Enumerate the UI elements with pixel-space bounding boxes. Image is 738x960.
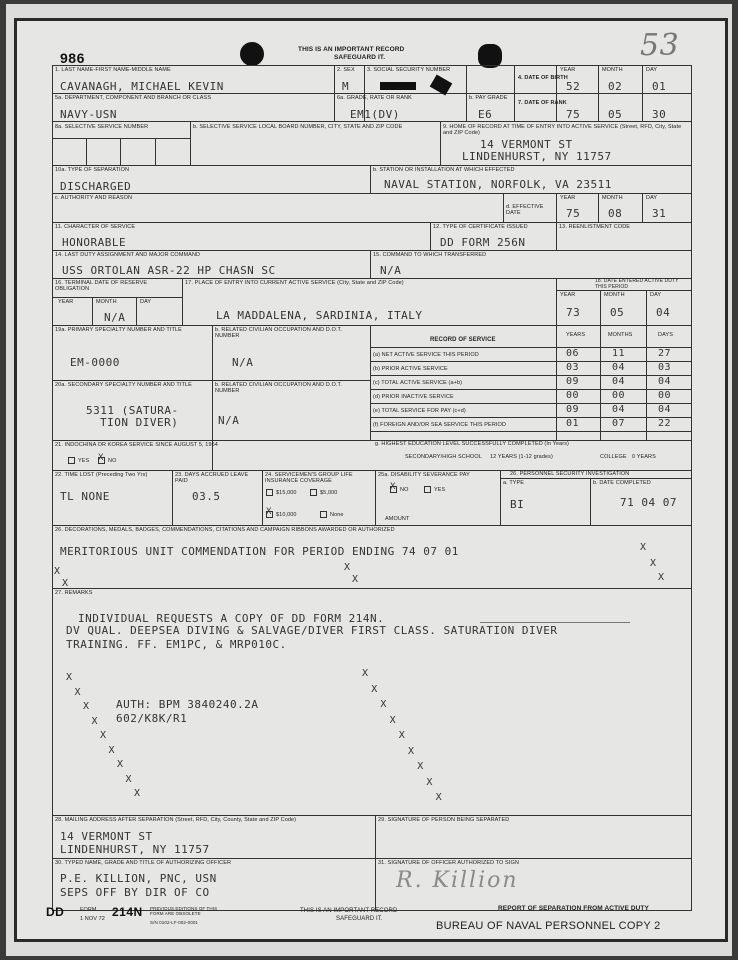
secondary-specialty-line1: 5311 (SATURA-: [86, 404, 179, 417]
eff-month: 08: [608, 207, 623, 220]
eff-month-label: MONTH: [602, 195, 623, 201]
secondary-specialty-line2: TION DIVER): [100, 416, 179, 429]
record-row-years: 00: [566, 390, 580, 401]
ssn-redaction: [380, 82, 416, 90]
home-line1: 14 VERMONT ST: [480, 138, 573, 151]
place-entry-value: LA MADDALENA, SARDINIA, ITALY: [216, 309, 423, 322]
x-mark: X: [426, 776, 433, 788]
record-row-divider: [370, 403, 692, 404]
x-mark: X: [371, 683, 378, 695]
footer-bureau: BUREAU OF NAVAL PERSONNEL COPY 2: [436, 920, 661, 932]
department-label: 5a. DEPARTMENT, COMPONENT AND BRANCH OR CLASS: [55, 95, 212, 101]
x-mark: X: [362, 668, 369, 679]
entered-day-label: DAY: [650, 292, 662, 298]
name-value: CAVANAGH, MICHAEL KEVIN: [60, 80, 224, 93]
dob-year: 52: [566, 80, 581, 93]
x-mark: X: [435, 792, 442, 803]
record-months-label: MONTHS: [608, 332, 633, 338]
record-row-label: (c) TOTAL ACTIVE SERVICE (a+b): [373, 380, 463, 386]
rate-label: 6a. GRADE, RATE OR RANK: [337, 95, 412, 101]
dob-month-label: MONTH: [602, 67, 623, 73]
footer-form-label: FORM: [80, 907, 97, 913]
related-civ2-label: b. RELATED CIVILIAN OCCUPATION AND D.O.T. NUMBER: [215, 382, 342, 394]
x-mark: X: [658, 572, 665, 583]
record-row-days: 00: [658, 390, 672, 401]
x-mark: X: [108, 744, 115, 756]
x-mark: X: [408, 745, 415, 757]
ss-number-label: 8a. SELECTIVE SERVICE NUMBER: [55, 124, 149, 130]
decorations-label: 26. DECORATIONS, MEDALS, BADGES, COMMENDATIONS, CITATIONS AND CAMPAIGN RIBBONS AWARDED OR AUTHORIZED: [55, 527, 395, 533]
date-of-rank-label: 7. DATE OF RANK: [518, 100, 567, 106]
entered-month-label: MONTH: [604, 292, 625, 298]
record-row-divider: [370, 375, 692, 376]
auth-line1: AUTH: BPM 3840240.2A: [116, 698, 259, 711]
sex-value: M: [342, 80, 350, 93]
date-entered-label: 18. DATE ENTERED ACTIVE DUTY THIS PERIOD: [595, 278, 679, 290]
x-mark: X: [83, 701, 90, 712]
name-label: 1. LAST NAME-FIRST NAME-MIDDLE NAME: [55, 67, 171, 73]
home-line2: LINDENHURST, NY 11757: [462, 150, 612, 163]
x-mark: X: [125, 773, 132, 785]
indochina-label: 21. INDOCHINA OR KOREA SERVICE SINCE AUGUST 5, 1964: [55, 442, 218, 448]
station-label: b. STATION OR INSTALLATION AT WHICH EFFECTED: [373, 167, 515, 173]
home-record-label: 9. HOME OF RECORD AT TIME OF ENTRY INTO ACTIVE SERVICE (Street, RFD, City, State and ZIP Code): [443, 124, 682, 136]
eff-day: 31: [652, 207, 667, 220]
place-entry-label: 17. PLACE OF ENTRY INTO CURRENT ACTIVE SERVICE (City, State and ZIP Code): [185, 280, 404, 286]
authority-label: c. AUTHORITY AND REASON: [55, 195, 133, 201]
record-row-label: (f) FOREIGN AND/OR SEA SERVICE THIS PERIOD: [373, 422, 506, 428]
record-row-label: (e) TOTAL SERVICE FOR PAY (c+d): [373, 408, 466, 414]
college-value: 0 YEARS: [632, 454, 656, 460]
remarks-line2: DV QUAL. DEEPSEA DIVING & SALVAGE/DIVER FIRST CLASS. SATURATION DIVER: [66, 624, 558, 637]
remarks-line3: TRAINING. FF. EM1PC, & MRP010C.: [66, 638, 287, 651]
va-no-mark: X: [390, 482, 396, 492]
date-of-rank-month: 05: [608, 108, 623, 121]
paygrade-label: b. PAY GRADE: [469, 95, 508, 101]
record-row-divider: [370, 431, 692, 432]
x-mark: X: [74, 686, 81, 698]
record-row-days: 04: [658, 404, 672, 415]
record-row-days: 27: [658, 348, 672, 359]
sgli-opt2: $5,000: [320, 490, 338, 496]
sgli-box-4[interactable]: [320, 511, 327, 518]
footer-form-date: 1 NOV 72: [80, 916, 105, 922]
form-number-top: 986: [60, 50, 85, 66]
officer-label: 30. TYPED NAME, GRADE AND TITLE OF AUTHORIZING OFFICER: [55, 860, 232, 866]
amount-label: AMOUNT: [385, 516, 410, 522]
record-years-label: YEARS: [566, 332, 586, 338]
reserve-term-value: N/A: [104, 311, 126, 324]
sgli-opt4: None: [330, 512, 344, 518]
transferred-value: N/A: [380, 264, 402, 277]
x-mark: X: [650, 558, 657, 569]
remarks-line1: INDIVIDUAL REQUESTS A COPY OF DD FORM 214N.: [78, 612, 385, 625]
auth-line2: 602/K8K/R1: [116, 712, 188, 725]
indochina-yes: YES: [78, 458, 90, 464]
college-label: COLLEGE: [600, 454, 627, 460]
dob-day: 01: [652, 80, 667, 93]
footer-form-number: 214N: [112, 905, 143, 919]
sgli-label: 24. SERVICEMEN'S GROUP LIFE INSURANCE COVERAGE: [265, 472, 353, 484]
ss-board-label: b. SELECTIVE SERVICE LOCAL BOARD NUMBER, CITY, STATE AND ZIP CODE: [193, 124, 403, 130]
certificate-label: 12. TYPE OF CERTIFICATE ISSUED: [433, 224, 528, 230]
record-row-years: 09: [566, 376, 580, 387]
dob-month: 02: [608, 80, 623, 93]
entered-year: 73: [566, 306, 581, 319]
last-duty-value: USS ORTOLAN ASR-22 HP CHASN SC: [62, 264, 276, 277]
reserve-year-label: YEAR: [58, 299, 74, 305]
x-mark: X: [117, 759, 124, 770]
x-mark: X: [398, 730, 405, 741]
record-row-days: 03: [658, 362, 672, 373]
secondary-school-value: 12 YEARS (1-12 grades): [490, 454, 553, 460]
record-row-label: (a) NET ACTIVE SERVICE THIS PERIOD: [373, 352, 479, 358]
secondary-specialty-label: 20a. SECONDARY SPECIALTY NUMBER AND TITLE: [55, 382, 192, 388]
record-row-months: 04: [612, 404, 626, 415]
last-duty-label: 14. LAST DUTY ASSIGNMENT AND MAJOR COMMAND: [55, 252, 201, 258]
safeguard-top: SAFEGUARD IT.: [334, 54, 386, 61]
record-days-label: DAYS: [658, 332, 673, 338]
x-mark: X: [100, 730, 107, 741]
security-type-label: a. TYPE: [503, 480, 525, 486]
footer-dd: DD: [46, 905, 65, 919]
reserve-term-label: 16. TERMINAL DATE OF RESERVE OBLIGATION: [55, 280, 148, 292]
indochina-no-mark: X: [98, 453, 104, 463]
leave-label: 23. DAYS ACCRUED LEAVE PAID: [175, 472, 249, 484]
va-no: NO: [400, 487, 409, 493]
entered-year-label: YEAR: [560, 292, 576, 298]
sgli-box-1[interactable]: [266, 489, 273, 496]
x-mark: X: [66, 672, 73, 683]
mailing-label: 28. MAILING ADDRESS AFTER SEPARATION (Street, RFD, City, County, State and ZIP Code): [55, 817, 297, 823]
va-yes: YES: [434, 487, 446, 493]
related-civ-label: b. RELATED CIVILIAN OCCUPATION AND D.O.T. NUMBER: [215, 327, 342, 339]
sig-person-label: 29. SIGNATURE OF PERSON BEING SEPARATED: [378, 817, 510, 823]
record-row-days: 04: [658, 376, 672, 387]
va-yes-box[interactable]: [424, 486, 431, 493]
x-mark: X: [54, 566, 61, 577]
record-row-divider: [370, 417, 692, 418]
separation-type: DISCHARGED: [60, 180, 132, 193]
officer-line1: P.E. KILLION, PNC, USN: [60, 872, 217, 885]
officer-signature: R. Killion: [396, 868, 519, 893]
sgli-opt1: $15,000: [276, 490, 297, 496]
dob-label: 4. DATE OF BIRTH: [518, 75, 568, 81]
record-row-years: 01: [566, 418, 580, 429]
security-type-value: BI: [510, 498, 525, 511]
footer-important: THIS IS AN IMPORTANT RECORD: [300, 908, 398, 914]
sgli-opt3: $10,000: [276, 512, 297, 518]
sex-label: 2. SEX: [337, 67, 355, 73]
entered-month: 05: [610, 306, 625, 319]
va-label: 25a. DISABILITY SEVERANCE PAY: [378, 472, 470, 478]
eff-year: 75: [566, 207, 581, 220]
security-label: 26. PERSONNEL SECURITY INVESTIGATION: [510, 471, 630, 477]
reenlistment-label: 13. REENLISTMENT CODE: [559, 224, 631, 230]
punch-hole-left: [240, 42, 264, 66]
rate-value: EM1(DV): [350, 108, 400, 121]
footer-stock: S/N 0102-LF-002-0001: [150, 920, 199, 925]
x-mark: X: [344, 562, 351, 573]
x-mark: X: [91, 715, 98, 727]
dob-day-label: DAY: [646, 67, 658, 73]
remarks-label: 27. REMARKS: [55, 590, 93, 596]
footer-previous-editions: PREVIOUS EDITIONS OF THIS FORM ARE OBSOLETE: [150, 906, 218, 916]
x-mark: X: [389, 714, 396, 726]
time-lost-value: TL NONE: [60, 490, 110, 503]
ssn-label: 3. SOCIAL SECURITY NUMBER: [367, 67, 451, 73]
record-row-years: 06: [566, 348, 580, 359]
date-completed-value: 71 04 07: [620, 496, 677, 509]
x-mark: X: [417, 761, 424, 772]
certificate-value: DD FORM 256N: [440, 236, 526, 249]
date-of-rank-year: 75: [566, 108, 581, 121]
handwritten-number: 53: [640, 28, 680, 63]
footer-report-title: REPORT OF SEPARATION FROM ACTIVE DUTY: [498, 905, 649, 912]
effective-date-label: d. EFFECTIVE DATE: [506, 204, 544, 216]
eff-day-label: DAY: [646, 195, 658, 201]
important-record-top: THIS IS AN IMPORTANT RECORD: [298, 46, 405, 53]
x-mark: X: [134, 788, 141, 799]
mailing-line2: LINDENHURST, NY 11757: [60, 843, 210, 856]
record-row-months: 11: [612, 348, 626, 359]
transferred-label: 15. COMMAND TO WHICH TRANSFERRED: [373, 252, 487, 258]
secondary-school-label: SECONDARY/HIGH SCHOOL: [405, 454, 482, 460]
primary-specialty-value: EM-0000: [70, 356, 120, 369]
x-mark: X: [352, 574, 359, 585]
station-value: NAVAL STATION, NORFOLK, VA 23511: [384, 178, 612, 191]
record-row-months: 04: [612, 376, 626, 387]
record-row-divider: [370, 389, 692, 390]
x-mark: X: [380, 699, 387, 710]
related-civ-value: N/A: [232, 356, 254, 369]
sgli-box-2[interactable]: [310, 489, 317, 496]
reserve-day-label: DAY: [140, 299, 152, 305]
dob-year-label: YEAR: [560, 67, 576, 73]
leave-value: 03.5: [192, 490, 221, 503]
record-row-months: 00: [612, 390, 626, 401]
eff-year-label: YEAR: [560, 195, 576, 201]
form-grid: [52, 65, 692, 911]
related-civ2-value: N/A: [218, 414, 240, 427]
record-of-service-label: RECORD OF SERVICE: [430, 337, 496, 343]
indochina-yes-box[interactable]: [68, 457, 75, 464]
sgli-mark: X: [266, 507, 272, 517]
record-row-years: 09: [566, 404, 580, 415]
paygrade-value: E6: [478, 108, 493, 121]
separation-type-label: 10a. TYPE OF SEPARATION: [55, 167, 130, 173]
primary-specialty-label: 19a. PRIMARY SPECIALTY NUMBER AND TITLE: [55, 327, 182, 333]
indochina-no: NO: [108, 458, 117, 464]
record-row-label: (d) PRIOR INACTIVE SERVICE: [373, 394, 454, 400]
record-row-months: 04: [612, 362, 626, 373]
character-label: 11. CHARACTER OF SERVICE: [55, 224, 136, 230]
record-row-years: 03: [566, 362, 580, 373]
x-mark: X: [62, 578, 69, 589]
education-label: g. HIGHEST EDUCATION LEVEL SUCCESSFULLY COMPLETED (In Years): [375, 441, 569, 447]
record-row-divider: [370, 361, 692, 362]
decorations-text: MERITORIOUS UNIT COMMENDATION FOR PERIOD ENDING 74 07 01: [60, 545, 459, 558]
x-mark: X: [640, 542, 647, 553]
record-row-months: 07: [612, 418, 626, 429]
record-row-label: (b) PRIOR ACTIVE SERVICE: [373, 366, 448, 372]
entered-day: 04: [656, 306, 671, 319]
footer-safeguard: SAFEGUARD IT.: [336, 916, 383, 922]
department-value: NAVY-USN: [60, 108, 117, 121]
character-value: HONORABLE: [62, 236, 127, 249]
officer-line2: SEPS OFF BY DIR OF CO: [60, 886, 210, 899]
time-lost-label: 22. TIME LOST (Preceding Two Yrs): [55, 472, 148, 478]
record-row-days: 22: [658, 418, 672, 429]
reserve-month-label: MONTH: [96, 299, 117, 305]
mailing-line1: 14 VERMONT ST: [60, 830, 153, 843]
date-completed-label: b. DATE COMPLETED: [593, 480, 651, 486]
sig-officer-label: 31. SIGNATURE OF OFFICER AUTHORIZED TO SIGN: [378, 860, 519, 866]
date-of-rank-day: 30: [652, 108, 667, 121]
